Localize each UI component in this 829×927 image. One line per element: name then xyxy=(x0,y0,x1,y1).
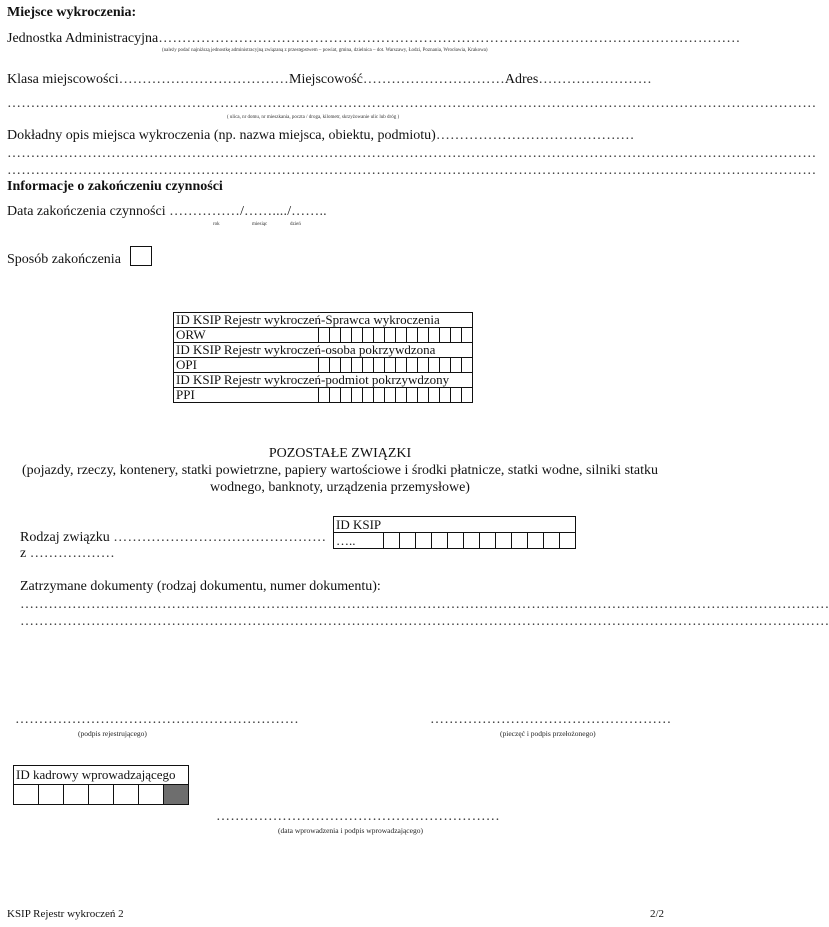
ksip-digit-cell[interactable] xyxy=(496,533,512,549)
kadr-shaded-cell xyxy=(164,785,189,805)
ksip-digit-cell[interactable] xyxy=(352,328,363,343)
ksip-digit-cell[interactable] xyxy=(480,533,496,549)
id-ksip-label: ID KSIP xyxy=(334,517,576,533)
ksip-digit-cell[interactable] xyxy=(432,533,448,549)
ksip-digit-cell[interactable] xyxy=(374,388,385,403)
adres-hint: ( ulica, nr domu, nr mieszkania, poczta / droga, kilometr, skrzyżowanie ulic lub dróg ) xyxy=(227,115,400,120)
ksip-digit-cell[interactable] xyxy=(385,328,396,343)
z-row[interactable] xyxy=(20,546,115,562)
klasa-field[interactable]: ……………………………… xyxy=(118,72,289,87)
rodzaj-row[interactable] xyxy=(20,530,326,546)
ksip-digit-cell[interactable] xyxy=(319,328,330,343)
zwiazki-id-ksip-table xyxy=(333,516,576,549)
zwiazki-subtitle-2: wodnego, banknoty, urządzenia przemysłowe) xyxy=(210,480,470,495)
kadr-digit-cell[interactable] xyxy=(89,785,114,805)
jednostka-label: Jednostka Administracyjna xyxy=(7,31,159,46)
opis-line-2[interactable]: ……………………………………………………………………………………………………………………………………………………… xyxy=(7,146,817,161)
ksip-digit-cell[interactable] xyxy=(374,358,385,373)
podpis-wprowadzajacy-line[interactable]: …………………………………………………… xyxy=(216,809,500,824)
ksip-digit-cell[interactable] xyxy=(544,533,560,549)
ksip-digit-cell[interactable] xyxy=(462,358,473,373)
data-dzien-field[interactable]: …….. xyxy=(291,204,327,219)
z-field[interactable]: ……………… xyxy=(29,546,115,561)
ksip-digit-cell[interactable] xyxy=(451,328,462,343)
ksip-digit-cell[interactable] xyxy=(407,328,418,343)
ksip-digit-cell[interactable] xyxy=(384,533,400,549)
ksip-digit-cell[interactable] xyxy=(363,358,374,373)
data-label: Data zakończenia czynności xyxy=(7,204,166,219)
ksip-digit-cell[interactable] xyxy=(416,533,432,549)
dokumenty-label: Zatrzymane dokumenty (rodzaj dokumentu, numer dokumentu): xyxy=(20,579,381,594)
adres-line[interactable]: ……………………………………………………………………………………………………………………………………………………… xyxy=(7,96,817,111)
miejscowosc-field[interactable]: ………………………… xyxy=(362,72,505,87)
kadr-digit-cell[interactable] xyxy=(114,785,139,805)
dzien-hint: dzień xyxy=(290,222,301,227)
ksip-row-header: ID KSIP Rejestr wykroczeń-Sprawca wykroczenia xyxy=(174,313,473,328)
ksip-digit-cell[interactable] xyxy=(512,533,528,549)
ksip-digit-cell[interactable] xyxy=(429,388,440,403)
ksip-digit-cell[interactable] xyxy=(440,328,451,343)
jednostka-hint: (należy podać najniższą jednostkę administracyjną związaną z przestępstwem – powiat, gmina, dzielnica – dot. Warszawy, Łodzi, Poznania, Wrocławia, Krakowa) xyxy=(162,48,488,53)
ksip-digit-cell[interactable] xyxy=(451,388,462,403)
podpis-przelozony-line[interactable]: …………………………………………… xyxy=(430,712,672,727)
ksip-digit-cell[interactable] xyxy=(341,358,352,373)
klasa-row[interactable] xyxy=(7,72,652,88)
ksip-digit-cell[interactable] xyxy=(341,328,352,343)
ksip-row-code: ORW xyxy=(174,328,319,343)
ksip-digit-cell[interactable] xyxy=(462,388,473,403)
ksip-digit-cell[interactable] xyxy=(352,388,363,403)
ksip-digit-cell[interactable] xyxy=(418,388,429,403)
ksip-digit-cell[interactable] xyxy=(400,533,416,549)
jednostka-row[interactable] xyxy=(7,31,740,47)
zwiazki-subtitle-1: (pojazdy, rzeczy, kontenery, statki powietrzne, papiery wartościowe i środki płatnicze, statki wodne, silniki statku xyxy=(21,463,659,478)
ksip-digit-cell[interactable] xyxy=(352,358,363,373)
ksip-digit-cell[interactable] xyxy=(440,358,451,373)
ksip-digit-cell[interactable] xyxy=(528,533,544,549)
kadr-digit-cell[interactable] xyxy=(139,785,164,805)
data-rok-field[interactable]: …………… xyxy=(169,204,241,219)
ksip-digit-cell[interactable] xyxy=(448,533,464,549)
adres-label: Adres xyxy=(504,72,539,87)
ksip-digit-cell[interactable] xyxy=(330,388,341,403)
kadr-digit-cell[interactable] xyxy=(39,785,64,805)
data-separator: / xyxy=(287,204,292,219)
data-miesiac-field[interactable]: …….... xyxy=(243,204,288,219)
rok-hint: rok xyxy=(213,222,220,227)
ksip-row-code: OPI xyxy=(174,358,319,373)
kadr-digit-cell[interactable] xyxy=(64,785,89,805)
dokumenty-line-1[interactable]: ……………………………………………………………………………………………………………………………………………………… xyxy=(20,597,829,612)
section-heading-miejsce: Miejsce wykroczenia: xyxy=(7,5,137,20)
podpis-przelozony-label: (pieczęć i podpis przełożonego) xyxy=(500,729,596,738)
section-heading-zakonczenie: Informacje o zakończeniu czynności xyxy=(7,179,223,194)
ksip-digit-cell[interactable] xyxy=(451,358,462,373)
footer-form-name: KSIP Rejestr wykroczeń 2 xyxy=(7,908,124,920)
ksip-digit-cell[interactable] xyxy=(429,358,440,373)
ksip-row-header: ID KSIP Rejestr wykroczeń-osoba pokrzywdzona xyxy=(174,343,473,358)
dokumenty-line-2[interactable]: ……………………………………………………………………………………………………………………………………………………… xyxy=(20,614,829,629)
podpis-rejestrujacy-line[interactable]: …………………………………………………… xyxy=(15,712,299,727)
ksip-digit-cell[interactable] xyxy=(363,388,374,403)
ksip-digit-cell[interactable] xyxy=(464,533,480,549)
zwiazki-title: POZOSTAŁE ZWIĄZKI xyxy=(268,446,412,461)
ksip-digit-cell[interactable] xyxy=(560,533,576,549)
podpis-wprowadzajacy-label: (data wprowadzenia i podpis wprowadzającego) xyxy=(278,826,423,835)
adres-field[interactable]: …………………… xyxy=(538,72,652,87)
ksip-digit-cell[interactable] xyxy=(374,328,385,343)
id-kadrowy-label: ID kadrowy wprowadzającego xyxy=(14,766,189,785)
ksip-digit-cell[interactable] xyxy=(341,388,352,403)
ksip-digit-cell[interactable] xyxy=(407,388,418,403)
sposob-checkbox[interactable] xyxy=(130,246,152,266)
ksip-digit-cell[interactable] xyxy=(319,388,330,403)
jednostka-field[interactable]: …………………………………………………………………………………………………………… xyxy=(158,31,741,46)
id-kadrowy-table xyxy=(13,765,189,805)
miesiac-hint: miesiąc xyxy=(252,222,268,227)
ksip-digit-cell[interactable] xyxy=(385,388,396,403)
data-separator: / xyxy=(240,204,244,219)
id-ksip-prefix: ….. xyxy=(334,533,384,549)
ksip-digit-cell[interactable] xyxy=(429,328,440,343)
rodzaj-field[interactable]: ……………………………………… xyxy=(113,530,327,545)
miejscowosc-label: Miejscowość xyxy=(289,72,363,87)
kadr-digit-cell[interactable] xyxy=(14,785,39,805)
ksip-digit-cell[interactable] xyxy=(363,328,374,343)
opis-line-3[interactable]: ……………………………………………………………………………………………………………………………………………………… xyxy=(7,163,817,178)
ksip-digit-cell[interactable] xyxy=(319,358,330,373)
sposob-label: Sposób zakończenia xyxy=(7,252,121,267)
ksip-digit-cell[interactable] xyxy=(396,328,407,343)
opis-row[interactable] xyxy=(7,128,635,144)
footer-page-number: 2/2 xyxy=(650,908,665,920)
ksip-digit-cell[interactable] xyxy=(330,328,341,343)
data-row[interactable] xyxy=(7,204,327,220)
ksip-digit-cell[interactable] xyxy=(418,328,429,343)
ksip-digit-cell[interactable] xyxy=(396,358,407,373)
opis-field[interactable]: …………………………………… xyxy=(435,128,635,143)
ksip-digit-cell[interactable] xyxy=(330,358,341,373)
opis-label: Dokładny opis miejsca wykroczenia (np. nazwa miejsca, obiektu, podmiotu) xyxy=(7,128,436,143)
z-label: z xyxy=(20,546,27,561)
podpis-rejestrujacy-label: (podpis rejestrującego) xyxy=(78,729,147,738)
ksip-digit-cell[interactable] xyxy=(396,388,407,403)
ksip-digit-cell[interactable] xyxy=(418,358,429,373)
ksip-row-code: PPI xyxy=(174,388,319,403)
ksip-digit-cell[interactable] xyxy=(385,358,396,373)
ksip-digit-cell[interactable] xyxy=(407,358,418,373)
ksip-row-header: ID KSIP Rejestr wykroczeń-podmiot pokrzywdzony xyxy=(174,373,473,388)
rodzaj-label: Rodzaj związku xyxy=(20,530,110,545)
ksip-digit-cell[interactable] xyxy=(462,328,473,343)
ksip-digit-cell[interactable] xyxy=(440,388,451,403)
klasa-label: Klasa miejscowości xyxy=(7,72,119,87)
ksip-id-table xyxy=(173,312,473,403)
